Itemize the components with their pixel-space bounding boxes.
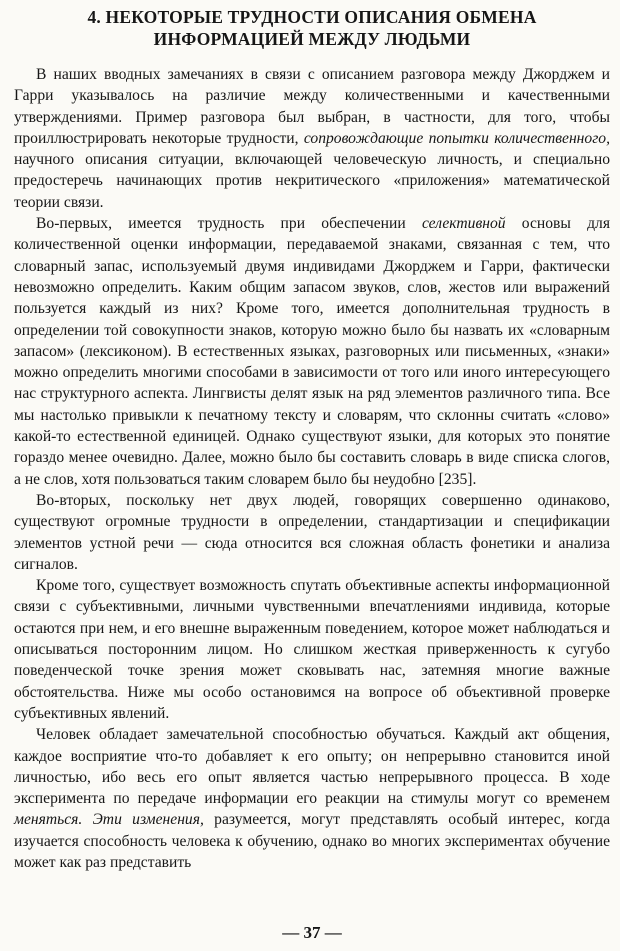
page-number: — 37 — xyxy=(282,923,342,942)
paragraph-5 xyxy=(14,724,610,873)
paragraph-3: Во-вторых, поскольку нет двух людей, говорящих совершенно одинаково, существуют огромные трудности в определении, стандартизации и спецификации элементов устной речи — сюда относится вся сложная область фонетики и анализа сигналов. xyxy=(14,491,610,573)
paragraph-1-text-c: научного описания ситуации, включающей человеческую личность, и специально предостеречь начинающих против некритического «приложения» математической теории связи. xyxy=(14,151,610,211)
body-text xyxy=(14,64,610,873)
section-heading-line-1: 4. НЕКОТОРЫЕ ТРУДНОСТИ ОПИСАНИЯ ОБМЕНА xyxy=(87,7,537,27)
section-heading xyxy=(14,6,610,50)
paragraph-5-text-c: разумеется, могут представлять особый интерес, когда изучается способность человека к обучению, однако во многих экспериментах обучение может как раз представить xyxy=(14,811,610,871)
paragraph-1 xyxy=(14,64,610,213)
paragraph-1-text-a: В наших вводных замечаниях в связи с описанием разговора между Джорджем и Гарри указывалось на различие между количественными и качественными утверждениями. Пример разговора был выбран, в частности, для того, чтобы проиллюстрировать некоторые трудности, xyxy=(14,66,610,147)
paragraph-4: Кроме того, существует возможность спутать объективные аспекты информационной связи с субъективными, личными чувственными впечатлениями индивида, которые остаются при нем, и его внешне выраженным поведением, которое может наблюдаться и описываться посторонним лицом. Но слишком жесткая приверженность к сугубо поведенческой точке зрения может сковывать нас, затемняя многие важные обстоятельства. Ниже мы особо остановимся на вопросе об объективной проверке субъективных явлений. xyxy=(14,577,610,722)
paragraph-2 xyxy=(14,213,610,490)
paragraph-1-emphasis: сопровождающие попытки количественного, xyxy=(303,129,610,147)
paragraph-5-text-a: Человек обладает замечательной способностью обучаться. Каждый акт общения, каждое восприятие что-то добавляет к его опыту; он непрерывно становится иной личностью, ибо весь его опыт является частью непрерывного процесса. В ходе эксперимента по передаче информации его реакции на стимулы могут со временем xyxy=(14,726,610,808)
paragraph-2-text-a: Во-первых, имеется трудность при обеспечении xyxy=(36,215,422,233)
paragraph-2-text-c: основы для количественной оценки информации, передаваемой знаками, связанная с тем, что словарный запас, используемый двумя индивидами Джорджем и Гарри, фактически невозможно определить. Каким общим запасом звуков, слов, жестов или выражений пользуется каждый из них? Кроме того, имеется дополнительная трудность в определении той совокупности знаков, которую можно было бы назвать их «словарным запасом» (лексиконом). В естественных языках, разговорных или письменных, «знаки» можно определить многими способами в зависимости от того или иного интересующего нас структурного аспекта. Лингвисты делят язык на ряд элементов различного типа. Все мы настолько привыкли к печатному тексту и словарям, что склонны считать «слово» какой-то естественной единицей. Однако существуют языки, для которых это понятие гораздо менее очевидно. Далее, можно было бы составить словарь в виде списка слогов, а не слов, хотя пользоваться таким словарем было бы неудобно [235]. xyxy=(14,215,611,488)
section-heading-line-2: ИНФОРМАЦИЕЙ МЕЖДУ ЛЮДЬМИ xyxy=(153,29,471,49)
book-page xyxy=(14,0,610,951)
paragraph-5-emphasis: меняться. Эти изменения, xyxy=(14,811,204,829)
paragraph-2-emphasis: селективной xyxy=(421,215,506,233)
